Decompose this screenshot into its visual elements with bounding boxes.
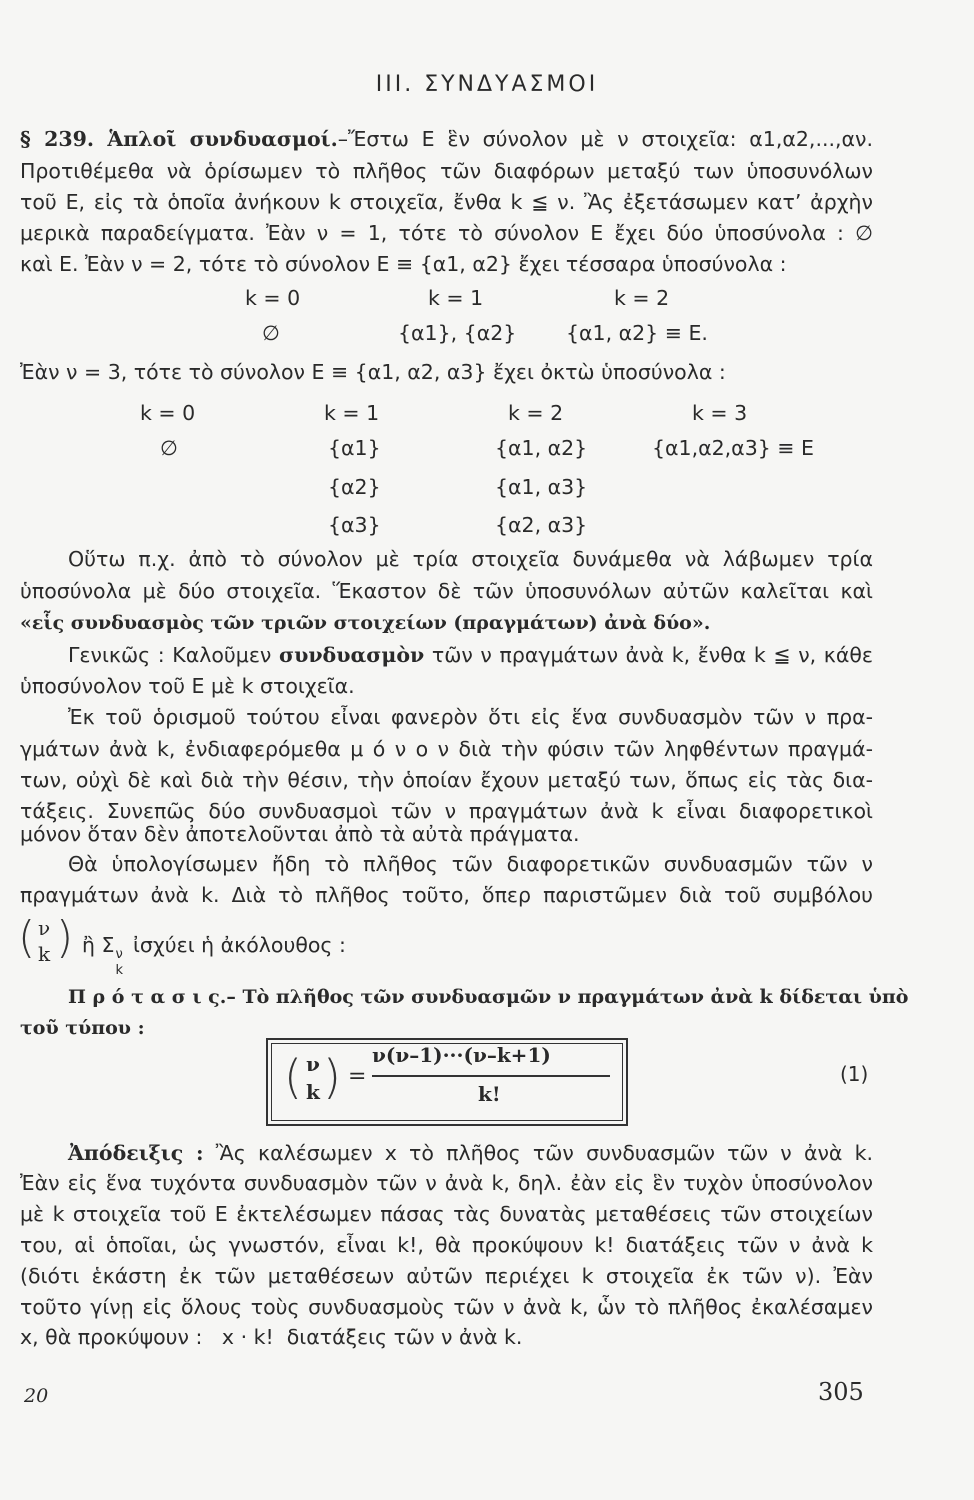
sigma-subscript: k — [115, 963, 123, 978]
formula-binomial-bottom: k — [306, 1080, 320, 1104]
paragraph-line: τοῦ Ε, εἰς τὰ ὁποῖα ἀνήκουν k στοιχεῖα, ἔνθα k ≦ ν. Ἂς ἐξετάσωμεν κατ’ ἀρχὴν — [20, 190, 873, 214]
table-header: k = 1 — [324, 401, 380, 425]
paragraph-line: μερικὰ παραδείγματα. Ἐὰν ν = 1, τότε τὸ σύνολον Ε ἔχει δύο ὑποσύνολα : ∅ — [20, 221, 873, 245]
table-cell: {α1,α2,α3} ≡ Ε — [652, 436, 814, 460]
proof-text: Ἂς καλέσωμεν x τὸ πλῆθος τῶν συνδυασμῶν τῶν ν ἀνὰ k. — [203, 1141, 874, 1165]
sigma-superscript: ν — [115, 947, 123, 962]
proposition-line: τοῦ τύπου : — [20, 1017, 145, 1039]
proof-label: Ἀπόδειξις : — [68, 1141, 204, 1165]
table-cell: {α1, α2} — [495, 436, 588, 460]
section-label: § 239. Ἁπλοῖ συνδυασμοί. — [20, 127, 338, 151]
paragraph-line: Ἐκ τοῦ ὁρισμοῦ τούτου εἶναι φανερὸν ὅτι εἰς ἕνα συνδυασμὸν τῶν ν πρα- — [68, 705, 873, 729]
paragraph-line: γμάτων ἀνὰ k, ἐνδιαφερόμεθα μ ό ν ο ν διὰ τὴν φύσιν τῶν ληφθέντων πραγμά- — [20, 737, 873, 761]
paragraph-line: Θὰ ὑπολογίσωμεν ἤδη τὸ πλῆθος τῶν διαφορετικῶν συνδυασμῶν τῶν ν — [68, 852, 873, 876]
fraction-bar — [372, 1075, 610, 1077]
paragraph-line: «εἷς συνδυασμὸς τῶν τριῶν στοιχείων (πραγμάτων) ἀνὰ δύο». — [20, 612, 711, 634]
table-header: k = 3 — [692, 401, 748, 425]
proof-line: x, θὰ προκύψουν : x · k! διατάξεις τῶν ν ἀνὰ k. — [20, 1325, 523, 1349]
proof-line: (διότι ἑκάστη ἐκ τῶν μεταθέσεων αὐτῶν περιέχει k στοιχεῖα ἐκ τῶν ν). Ἐὰν — [20, 1264, 873, 1288]
table-cell: {α1}, {α2} — [398, 321, 517, 345]
paragraph-line: των, οὐχὶ δὲ καὶ διὰ τὴν θέσιν, τὴν ὁποίαν ἔχουν μεταξύ των, ὅπως εἰς τὰς δια- — [20, 768, 873, 792]
equals-sign: = — [348, 1064, 367, 1089]
table-cell: {α2} — [328, 475, 381, 499]
equation-number: (1) — [840, 1062, 869, 1086]
table-cell: {α1, α2} ≡ Ε. — [566, 321, 708, 345]
proof-line — [68, 1138, 873, 1168]
proposition-line — [68, 982, 909, 1012]
table-cell: {α1, α3} — [495, 475, 588, 499]
proof-line: μὲ k στοιχεῖα τοῦ Ε ἐκτελέσωμεν πάσας τὰς δυνατὰς μεταθέσεις τῶν στοιχείων — [20, 1202, 873, 1226]
proposition-label: Π ρ ό τ α σ ι ς. — [68, 986, 227, 1008]
proof-line: του, αἱ ὁποῖαι, ὡς γνωστόν, εἶναι k!, θὰ προκύψουν k! διατάξεις τῶν ν ἀνὰ k — [20, 1233, 873, 1257]
left-paren: ( — [284, 1050, 302, 1104]
defined-term: συνδυασμὸν — [278, 643, 425, 667]
paragraph-line: τάξεις. Συνεπῶς δύο συνδυασμοὶ τῶν ν πραγμάτων ἀνὰ k εἶναι διαφορετικοὶ — [20, 799, 873, 823]
table-header: k = 0 — [245, 286, 301, 310]
paragraph-text: –Ἔστω Ε ἓν σύνολον μὲ ν στοιχεῖα: α1,α2,...,αν. — [337, 127, 873, 151]
paragraph-text: ἢ Σ ν k ἰσχύει ἡ ἀκόλουθος : — [82, 930, 346, 960]
section-title: III. ΣΥΝΔΥΑΣΜΟΙ — [375, 72, 599, 97]
table-header: k = 0 — [140, 401, 196, 425]
paragraph-line: πραγμάτων ἀνὰ k. Διὰ τὸ πλῆθος τοῦτο, ὅπερ παριστῶμεν διὰ τοῦ συμβόλου — [20, 883, 873, 907]
right-paren: ) — [56, 912, 74, 963]
table-header: k = 2 — [614, 286, 670, 310]
formula-binomial-top: ν — [306, 1052, 320, 1076]
table-header: k = 1 — [428, 286, 484, 310]
table-cell: ∅ — [262, 321, 280, 345]
left-paren: ( — [18, 912, 36, 963]
binomial-bottom: k — [38, 942, 51, 966]
formula-denominator: k! — [478, 1082, 501, 1106]
signature-mark: 20 — [24, 1385, 49, 1407]
paragraph-line: Προτιθέμεθα νὰ ὁρίσωμεν τὸ πλῆθος τῶν διαφόρων μεταξύ των ὑποσυνόλων — [20, 159, 873, 183]
paragraph-line: ὑποσύνολα μὲ δύο στοιχεῖα. Ἕκαστον δὲ τῶν ὑποσυνόλων αὐτῶν καλεῖται καὶ — [20, 579, 873, 603]
paragraph-text: τῶν ν πραγμάτων ἀνὰ k, ἔνθα k ≦ ν, κάθε — [424, 643, 873, 667]
paragraph-line — [20, 124, 873, 154]
paragraph-line: καὶ Ε. Ἐὰν ν = 2, τότε τὸ σύνολον Ε ≡ {α1, α2} ἔχει τέσσαρα ὑποσύνολα : — [20, 252, 787, 276]
paragraph-line — [68, 640, 873, 670]
table-cell: {α1} — [328, 436, 381, 460]
table-header: k = 2 — [508, 401, 564, 425]
table-cell: {α2, α3} — [495, 513, 588, 537]
paragraph-line: μόνον ὅταν δὲν ἀποτελοῦνται ἀπὸ τὰ αὐτὰ πράγματα. — [20, 822, 580, 846]
formula-numerator: ν(ν–1)···(ν–k+1) — [372, 1043, 551, 1067]
paragraph-line: Οὕτω π.χ. ἀπὸ τὸ σύνολον μὲ τρία στοιχεῖα δυνάμεθα νὰ λάβωμεν τρία — [68, 547, 873, 571]
right-paren: ) — [323, 1050, 341, 1104]
page-number: 305 — [818, 1378, 864, 1406]
proposition-text: – Τὸ πλῆθος τῶν συνδυασμῶν ν πραγμάτων ἀνὰ k δίδεται ὑπὸ — [226, 986, 909, 1008]
proof-line: τοῦτο γίνῃ εἰς ὅλους τοὺς συνδυασμοὺς τῶν ν ἀνὰ k, ὧν τὸ πλῆθος ἐκαλέσαμεν — [20, 1295, 873, 1319]
proof-line: Ἐὰν εἰς ἕνα τυχόντα συνδυασμὸν τῶν ν ἀνὰ k, δηλ. ἐὰν εἰς ἓν τυχὸν ὑποσύνολον — [20, 1171, 873, 1195]
paragraph-line: ὑποσύνολον τοῦ Ε μὲ k στοιχεῖα. — [20, 674, 355, 698]
binomial-top: ν — [38, 916, 51, 940]
table-cell: ∅ — [160, 436, 178, 460]
paragraph-text: Γενικῶς : Καλοῦμεν — [68, 643, 279, 667]
table-cell: {α3} — [328, 513, 381, 537]
paragraph-line: Ἐὰν ν = 3, τότε τὸ σύνολον Ε ≡ {α1, α2, α3} ἔχει ὀκτὼ ὑποσύνολα : — [20, 360, 726, 384]
